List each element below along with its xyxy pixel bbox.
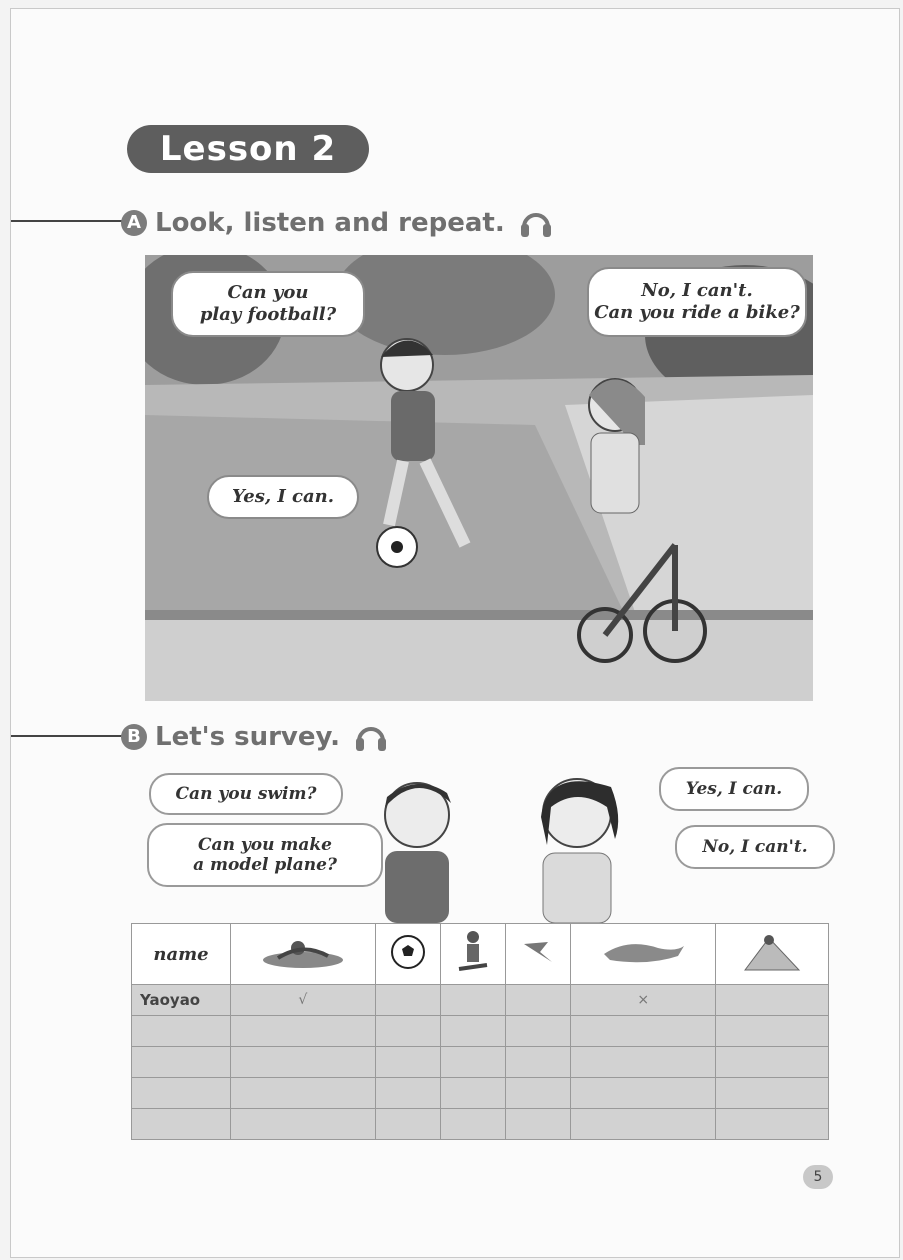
bubble-question-football (171, 271, 365, 337)
bubble-model-plane-line2: a model plane? (193, 855, 337, 875)
pointer-line-b (11, 735, 123, 737)
lesson-title: Lesson 2 (127, 125, 369, 173)
model-plane-icon (506, 924, 571, 985)
row-mark[interactable]: × (571, 985, 716, 1016)
section-a-heading (121, 207, 553, 239)
row-mark[interactable] (375, 985, 440, 1016)
bubble-model-plane (147, 823, 383, 887)
row-mark[interactable] (506, 985, 571, 1016)
row-mark[interactable] (716, 1016, 829, 1047)
table-row (132, 1047, 829, 1078)
row-mark[interactable] (716, 985, 829, 1016)
table-row (132, 1109, 829, 1140)
section-b-letter: B (121, 724, 147, 750)
row-mark[interactable] (506, 1109, 571, 1140)
row-mark[interactable] (231, 1016, 376, 1047)
row-mark[interactable] (231, 1047, 376, 1078)
headphones-icon[interactable] (354, 721, 388, 753)
textbook-page (10, 8, 900, 1258)
row-mark[interactable] (716, 1078, 829, 1109)
bubble-no-text: No, I can't. (702, 837, 808, 857)
row-mark[interactable] (375, 1016, 440, 1047)
row-mark[interactable] (716, 1109, 829, 1140)
row-mark[interactable]: √ (231, 985, 376, 1016)
football-icon (375, 924, 440, 985)
bubble-yes-text: Yes, I can. (685, 779, 783, 799)
illustration-football-bike (145, 255, 813, 701)
row-name[interactable] (132, 1078, 231, 1109)
row-mark[interactable] (440, 985, 505, 1016)
bubble-swim-text: Can you swim? (175, 784, 317, 804)
skateboard-icon (440, 924, 505, 985)
row-mark[interactable] (506, 1016, 571, 1047)
row-mark[interactable] (231, 1109, 376, 1140)
bubble-question-football-line2: play football? (199, 304, 337, 325)
section-b-heading (121, 721, 388, 753)
row-mark[interactable] (571, 1109, 716, 1140)
row-name[interactable]: Yaoyao (132, 985, 231, 1016)
row-mark[interactable] (571, 1016, 716, 1047)
row-mark[interactable] (440, 1047, 505, 1078)
pointer-line-a (11, 220, 123, 222)
row-mark[interactable] (375, 1047, 440, 1078)
row-mark[interactable] (440, 1016, 505, 1047)
row-mark[interactable] (375, 1078, 440, 1109)
swimming-icon (231, 924, 376, 985)
mountain-icon (716, 924, 829, 985)
bubble-answer-yes (207, 475, 359, 519)
bubble-answer-bike (587, 267, 807, 337)
row-mark[interactable] (440, 1078, 505, 1109)
row-mark[interactable] (375, 1109, 440, 1140)
bubble-model-plane-line1: Can you make (198, 835, 332, 855)
illustration-kids-survey (367, 767, 677, 923)
row-mark[interactable] (506, 1047, 571, 1078)
headphones-icon[interactable] (519, 207, 553, 239)
row-mark[interactable] (571, 1047, 716, 1078)
dolphin-icon (571, 924, 716, 985)
survey-table (131, 923, 829, 1140)
row-name[interactable] (132, 1047, 231, 1078)
bubble-question-football-line1: Can you (227, 282, 309, 303)
page-number: 5 (803, 1165, 833, 1189)
section-b-instruction: Let's survey. (155, 722, 340, 752)
row-mark[interactable] (571, 1078, 716, 1109)
row-mark[interactable] (231, 1078, 376, 1109)
bubble-yes (659, 767, 809, 811)
header-name: name (132, 924, 231, 985)
section-a-instruction: Look, listen and repeat. (155, 208, 505, 238)
row-name[interactable] (132, 1109, 231, 1140)
row-mark[interactable] (716, 1047, 829, 1078)
table-row (132, 1078, 829, 1109)
row-name[interactable] (132, 1016, 231, 1047)
bubble-no (675, 825, 835, 869)
bubble-answer-bike-line1: No, I can't. (641, 280, 753, 301)
row-mark[interactable] (506, 1078, 571, 1109)
bubble-answer-bike-line2: Can you ride a bike? (594, 302, 800, 323)
section-a-letter: A (121, 210, 147, 236)
bubble-answer-yes-text: Yes, I can. (231, 486, 335, 507)
row-mark[interactable] (440, 1109, 505, 1140)
bubble-swim (149, 773, 343, 815)
table-row (132, 985, 829, 1016)
table-row (132, 1016, 829, 1047)
survey-header-row (132, 924, 829, 985)
